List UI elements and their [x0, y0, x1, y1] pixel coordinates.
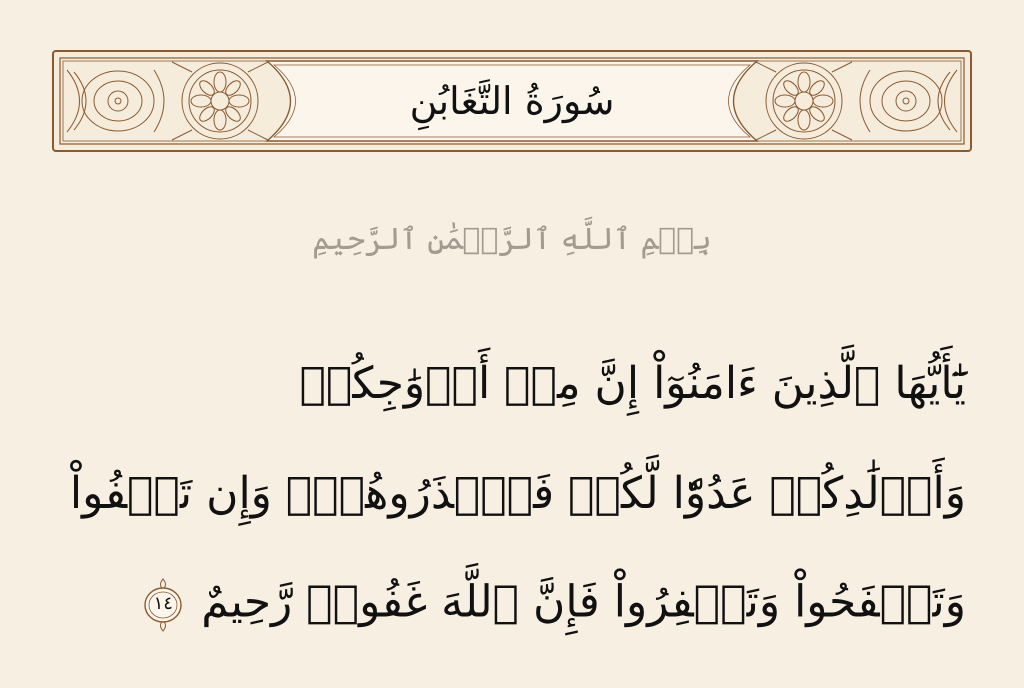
verse-line-3-text: وَتَصۡفَحُواْ وَتَغۡفِرُواْ فَإِنَّ ٱللَّهَ غَفُورٞ رَّحِيمٌ: [201, 576, 966, 628]
verse-line-1: يَٰٓأَيُّهَا ٱلَّذِينَ ءَامَنُوٓاْ إِنَّ مِنۡ أَزۡوَٰجِكُمۡ: [299, 358, 966, 409]
ayah-number: ١٤: [153, 593, 173, 614]
surah-title: سُورَةُ التَّغَابُنِ: [409, 79, 615, 123]
verse-line-3: [46, 577, 966, 633]
basmala: بِسۡمِ ٱللَّهِ ٱلرَّحۡمَٰنِ ٱلرَّحِيمِ: [312, 222, 712, 257]
verse-line-2: وَأَوۡلَٰدِكُمۡ عَدُوّٗا لَّكُمۡ فَٱحۡذَرُوهُمۡۚ وَإِن تَعۡفُواْ: [69, 468, 966, 519]
surah-header: [52, 50, 972, 152]
ayah-number-marker: [143, 577, 183, 633]
